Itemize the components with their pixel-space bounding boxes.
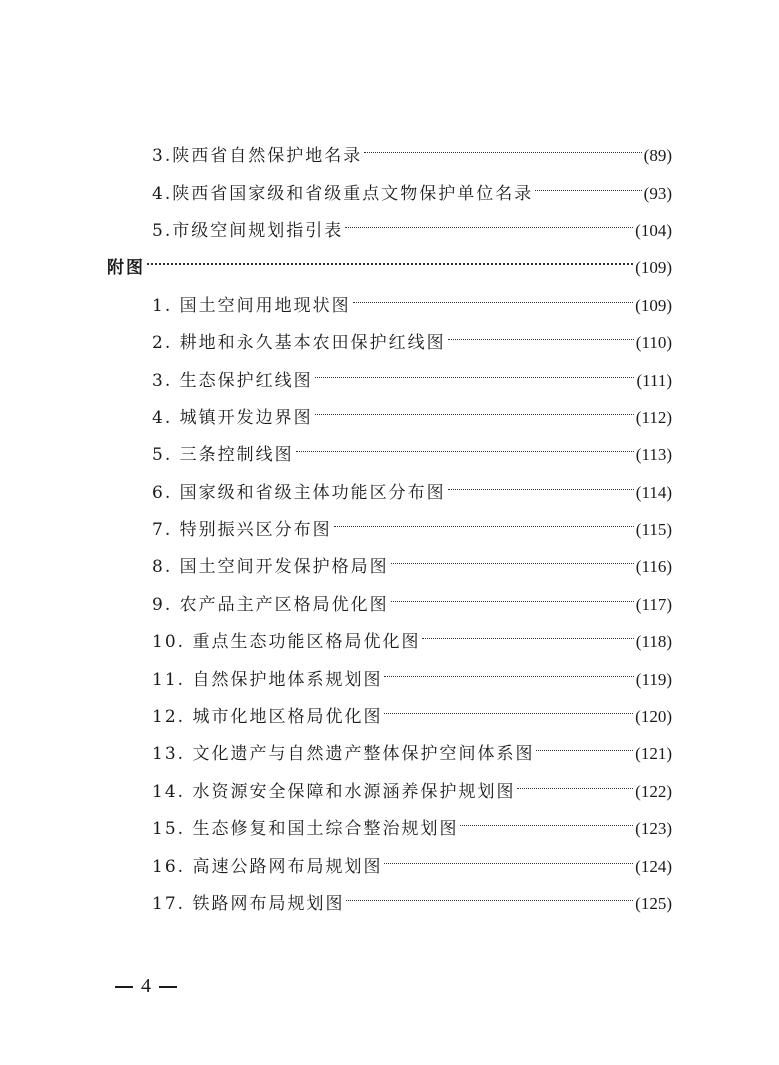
toc-section-heading: [107, 243, 672, 278]
toc-section-page: (109): [635, 258, 672, 277]
toc-entry: [152, 430, 672, 465]
toc-leader-dots: [353, 281, 634, 311]
toc-leader-dots: [147, 243, 633, 273]
toc-entry: [152, 879, 672, 914]
toc-entry-label: 3. 生态保护红线图: [152, 371, 313, 391]
toc-entry-label: 7. 特别振兴区分布图: [152, 520, 332, 540]
toc-entry-label: 15. 生态修复和国土综合整治规划图: [152, 819, 459, 839]
toc-entry-label: 10. 重点生态功能区格局优化图: [152, 632, 421, 652]
toc-leader-dots: [334, 505, 634, 535]
toc-entry: [152, 169, 672, 204]
toc-leader-dots: [460, 804, 633, 834]
toc-leader-dots: [384, 692, 633, 722]
toc-entry-page: (122): [635, 782, 672, 801]
toc-leader-dots: [536, 729, 633, 759]
toc-entry-label: 2. 耕地和永久基本农田保护红线图: [152, 333, 446, 353]
toc-entry-page: (119): [635, 670, 672, 689]
toc-entry-page: (109): [635, 296, 672, 315]
toc-entry-label: 12. 城市化地区格局优化图: [152, 707, 383, 727]
toc-entry-page: (111): [636, 371, 672, 390]
page-footer: [107, 975, 185, 998]
toc-entry-label: 6. 国家级和省级主体功能区分布图: [152, 483, 446, 503]
page-number: 4: [141, 975, 151, 997]
toc-entry-label: 3.陕西省自然保护地名录: [152, 146, 363, 166]
toc-entry: [152, 393, 672, 428]
toc-entry: [152, 655, 672, 690]
toc-entry-label: 4. 城镇开发边界图: [152, 408, 313, 428]
toc-entry: [152, 281, 672, 316]
toc-entry-page: (124): [635, 857, 672, 876]
toc-entry-label: 13. 文化遗产与自然遗产整体保护空间体系图: [152, 744, 535, 764]
toc-entry-page: (116): [635, 557, 672, 576]
dash-right: [159, 986, 177, 988]
toc-entry-page: (110): [635, 333, 672, 352]
toc-entry-label: 5.市级空间规划指引表: [152, 221, 344, 241]
toc-entry-label: 16. 高速公路网布局规划图: [152, 857, 383, 877]
toc-entry-label: 9. 农产品主产区格局优化图: [152, 595, 389, 615]
toc-entry: [152, 356, 672, 391]
toc-entry: [152, 842, 672, 877]
toc-entry-page: (123): [635, 819, 672, 838]
toc-leader-dots: [315, 356, 635, 386]
toc-entry-label: 1. 国土空间用地现状图: [152, 296, 351, 316]
toc-entry-label: 14. 水资源安全保障和水源涵养保护规划图: [152, 782, 516, 802]
toc-entry-page: (112): [635, 408, 672, 427]
toc-entry: [152, 729, 672, 764]
toc-entry: [152, 505, 672, 540]
toc-entry-page: (89): [643, 146, 672, 165]
toc-entry-label: 11. 自然保护地体系规划图: [152, 670, 383, 690]
toc-entry-page: (117): [635, 595, 672, 614]
toc-entry-page: (104): [635, 221, 672, 240]
toc-entry-page: (93): [643, 184, 672, 203]
toc-entry: [152, 468, 672, 503]
toc-entry-page: (121): [635, 744, 672, 763]
toc-leader-dots: [448, 318, 634, 348]
dash-left: [115, 986, 133, 988]
toc-entry-label: 5. 三条控制线图: [152, 445, 294, 465]
toc-entry: [152, 804, 672, 839]
toc-entry: [152, 131, 672, 166]
toc-entry-page: (125): [635, 894, 672, 913]
toc-entry: [152, 318, 672, 353]
toc-entry: [152, 767, 672, 802]
toc-leader-dots: [296, 430, 634, 460]
toc-entry: [152, 692, 672, 727]
toc-entry-page: (120): [635, 707, 672, 726]
toc-leader-dots: [364, 131, 641, 161]
toc-leader-dots: [422, 617, 633, 647]
toc-entry: [152, 542, 672, 577]
toc-leader-dots: [384, 842, 633, 872]
toc-leader-dots: [517, 767, 633, 797]
toc-leader-dots: [448, 468, 634, 498]
toc-entry-page: (115): [635, 520, 672, 539]
toc-entry-page: (118): [635, 632, 672, 651]
toc-entry: [152, 206, 672, 241]
toc-entry-label: 17. 铁路网布局规划图: [152, 894, 345, 914]
toc-entry-page: (113): [635, 445, 672, 464]
toc-entry-label: 4.陕西省国家级和省级重点文物保护单位名录: [152, 184, 534, 204]
toc-leader-dots: [391, 580, 634, 610]
toc-entry-label: 8. 国土空间开发保护格局图: [152, 557, 389, 577]
toc-leader-dots: [384, 655, 633, 685]
toc-entry: [152, 617, 672, 652]
toc-entry: [152, 580, 672, 615]
toc-leader-dots: [315, 393, 634, 423]
toc-leader-dots: [346, 879, 633, 909]
toc-leader-dots: [391, 542, 634, 572]
toc-leader-dots: [535, 169, 641, 199]
toc-section-label: 附图: [107, 258, 145, 278]
toc-leader-dots: [345, 206, 633, 236]
toc-entry-page: (114): [635, 483, 672, 502]
